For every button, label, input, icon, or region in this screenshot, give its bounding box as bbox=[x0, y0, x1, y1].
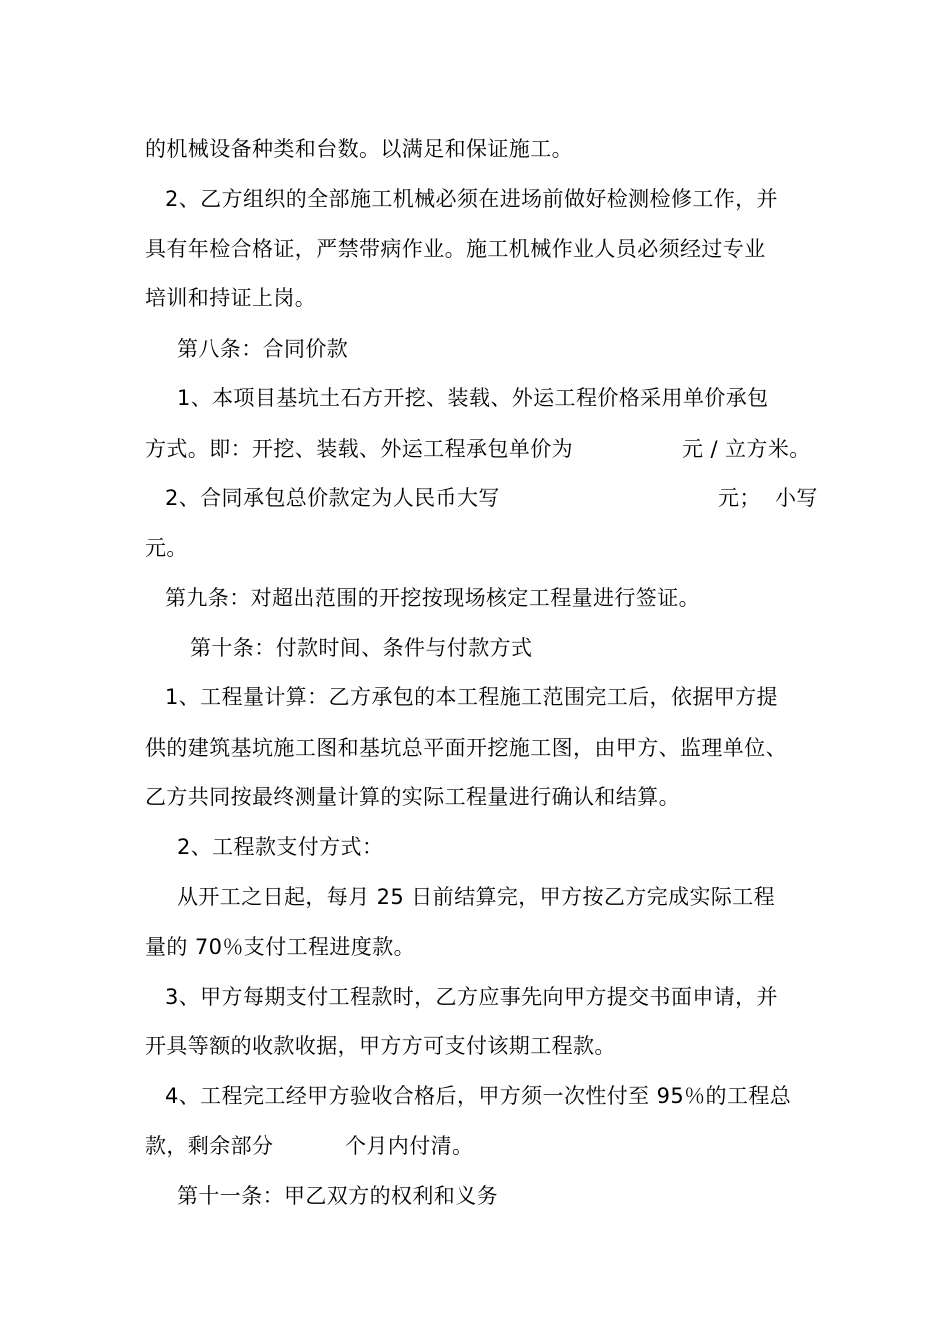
text-line-19: 开具等额的收款收据，甲方方可支付该期工程款。 bbox=[145, 1034, 616, 1058]
text-line-8: 2、合同承包总价款定为人民币大写 bbox=[165, 486, 500, 510]
text-line-1: 的机械设备种类和台数。以满足和保证施工。 bbox=[145, 137, 573, 161]
section-heading-article-10: 第十条：付款时间、条件与付款方式 bbox=[190, 636, 533, 660]
text-line-21-end: 个月内付清。 bbox=[345, 1134, 474, 1158]
section-heading-article-11: 第十一条：甲乙双方的权利和义务 bbox=[177, 1184, 498, 1208]
text-line-9: 元。 bbox=[145, 536, 188, 560]
text-line-20: 4、工程完工经甲方验收合格后，甲方须一次性付至 95％的工程总 bbox=[165, 1084, 792, 1108]
text-line-7-unit: 元 / 立方米。 bbox=[682, 437, 811, 461]
text-line-7: 方式。即：开挖、装载、外运工程承包单价为 bbox=[145, 437, 573, 461]
text-line-4: 培训和持证上岗。 bbox=[145, 286, 317, 310]
text-line-12: 1、工程量计算：乙方承包的本工程施工范围完工后，依据甲方提 bbox=[165, 685, 778, 709]
text-line-8-end: 元； 小写 bbox=[718, 486, 818, 510]
section-heading-article-9: 第九条：对超出范围的开挖按现场核定工程量进行签证。 bbox=[165, 586, 700, 610]
text-line-21: 款，剩余部分 bbox=[145, 1134, 274, 1158]
text-line-13: 供的建筑基坑施工图和基坑总平面开挖施工图，由甲方、监理单位、 bbox=[145, 736, 787, 760]
section-heading-article-8: 第八条：合同价款 bbox=[177, 337, 349, 361]
text-line-3: 具有年检合格证，严禁带病作业。施工机械作业人员必须经过专业 bbox=[145, 237, 766, 261]
text-line-18: 3、甲方每期支付工程款时，乙方应事先向甲方提交书面申请，并 bbox=[165, 985, 778, 1009]
text-line-17: 量的 70％支付工程进度款。 bbox=[145, 935, 415, 959]
text-line-14: 乙方共同按最终测量计算的实际工程量进行确认和结算。 bbox=[145, 785, 680, 809]
text-line-2: 2、乙方组织的全部施工机械必须在进场前做好检测检修工作，并 bbox=[165, 187, 778, 211]
text-line-6: 1、本项目基坑土石方开挖、装载、外运工程价格采用单价承包 bbox=[177, 386, 769, 410]
text-line-16: 从开工之日起，每月 25 日前结算完，甲方按乙方完成实际工程 bbox=[177, 885, 776, 909]
text-line-15: 2、工程款支付方式： bbox=[177, 835, 384, 859]
